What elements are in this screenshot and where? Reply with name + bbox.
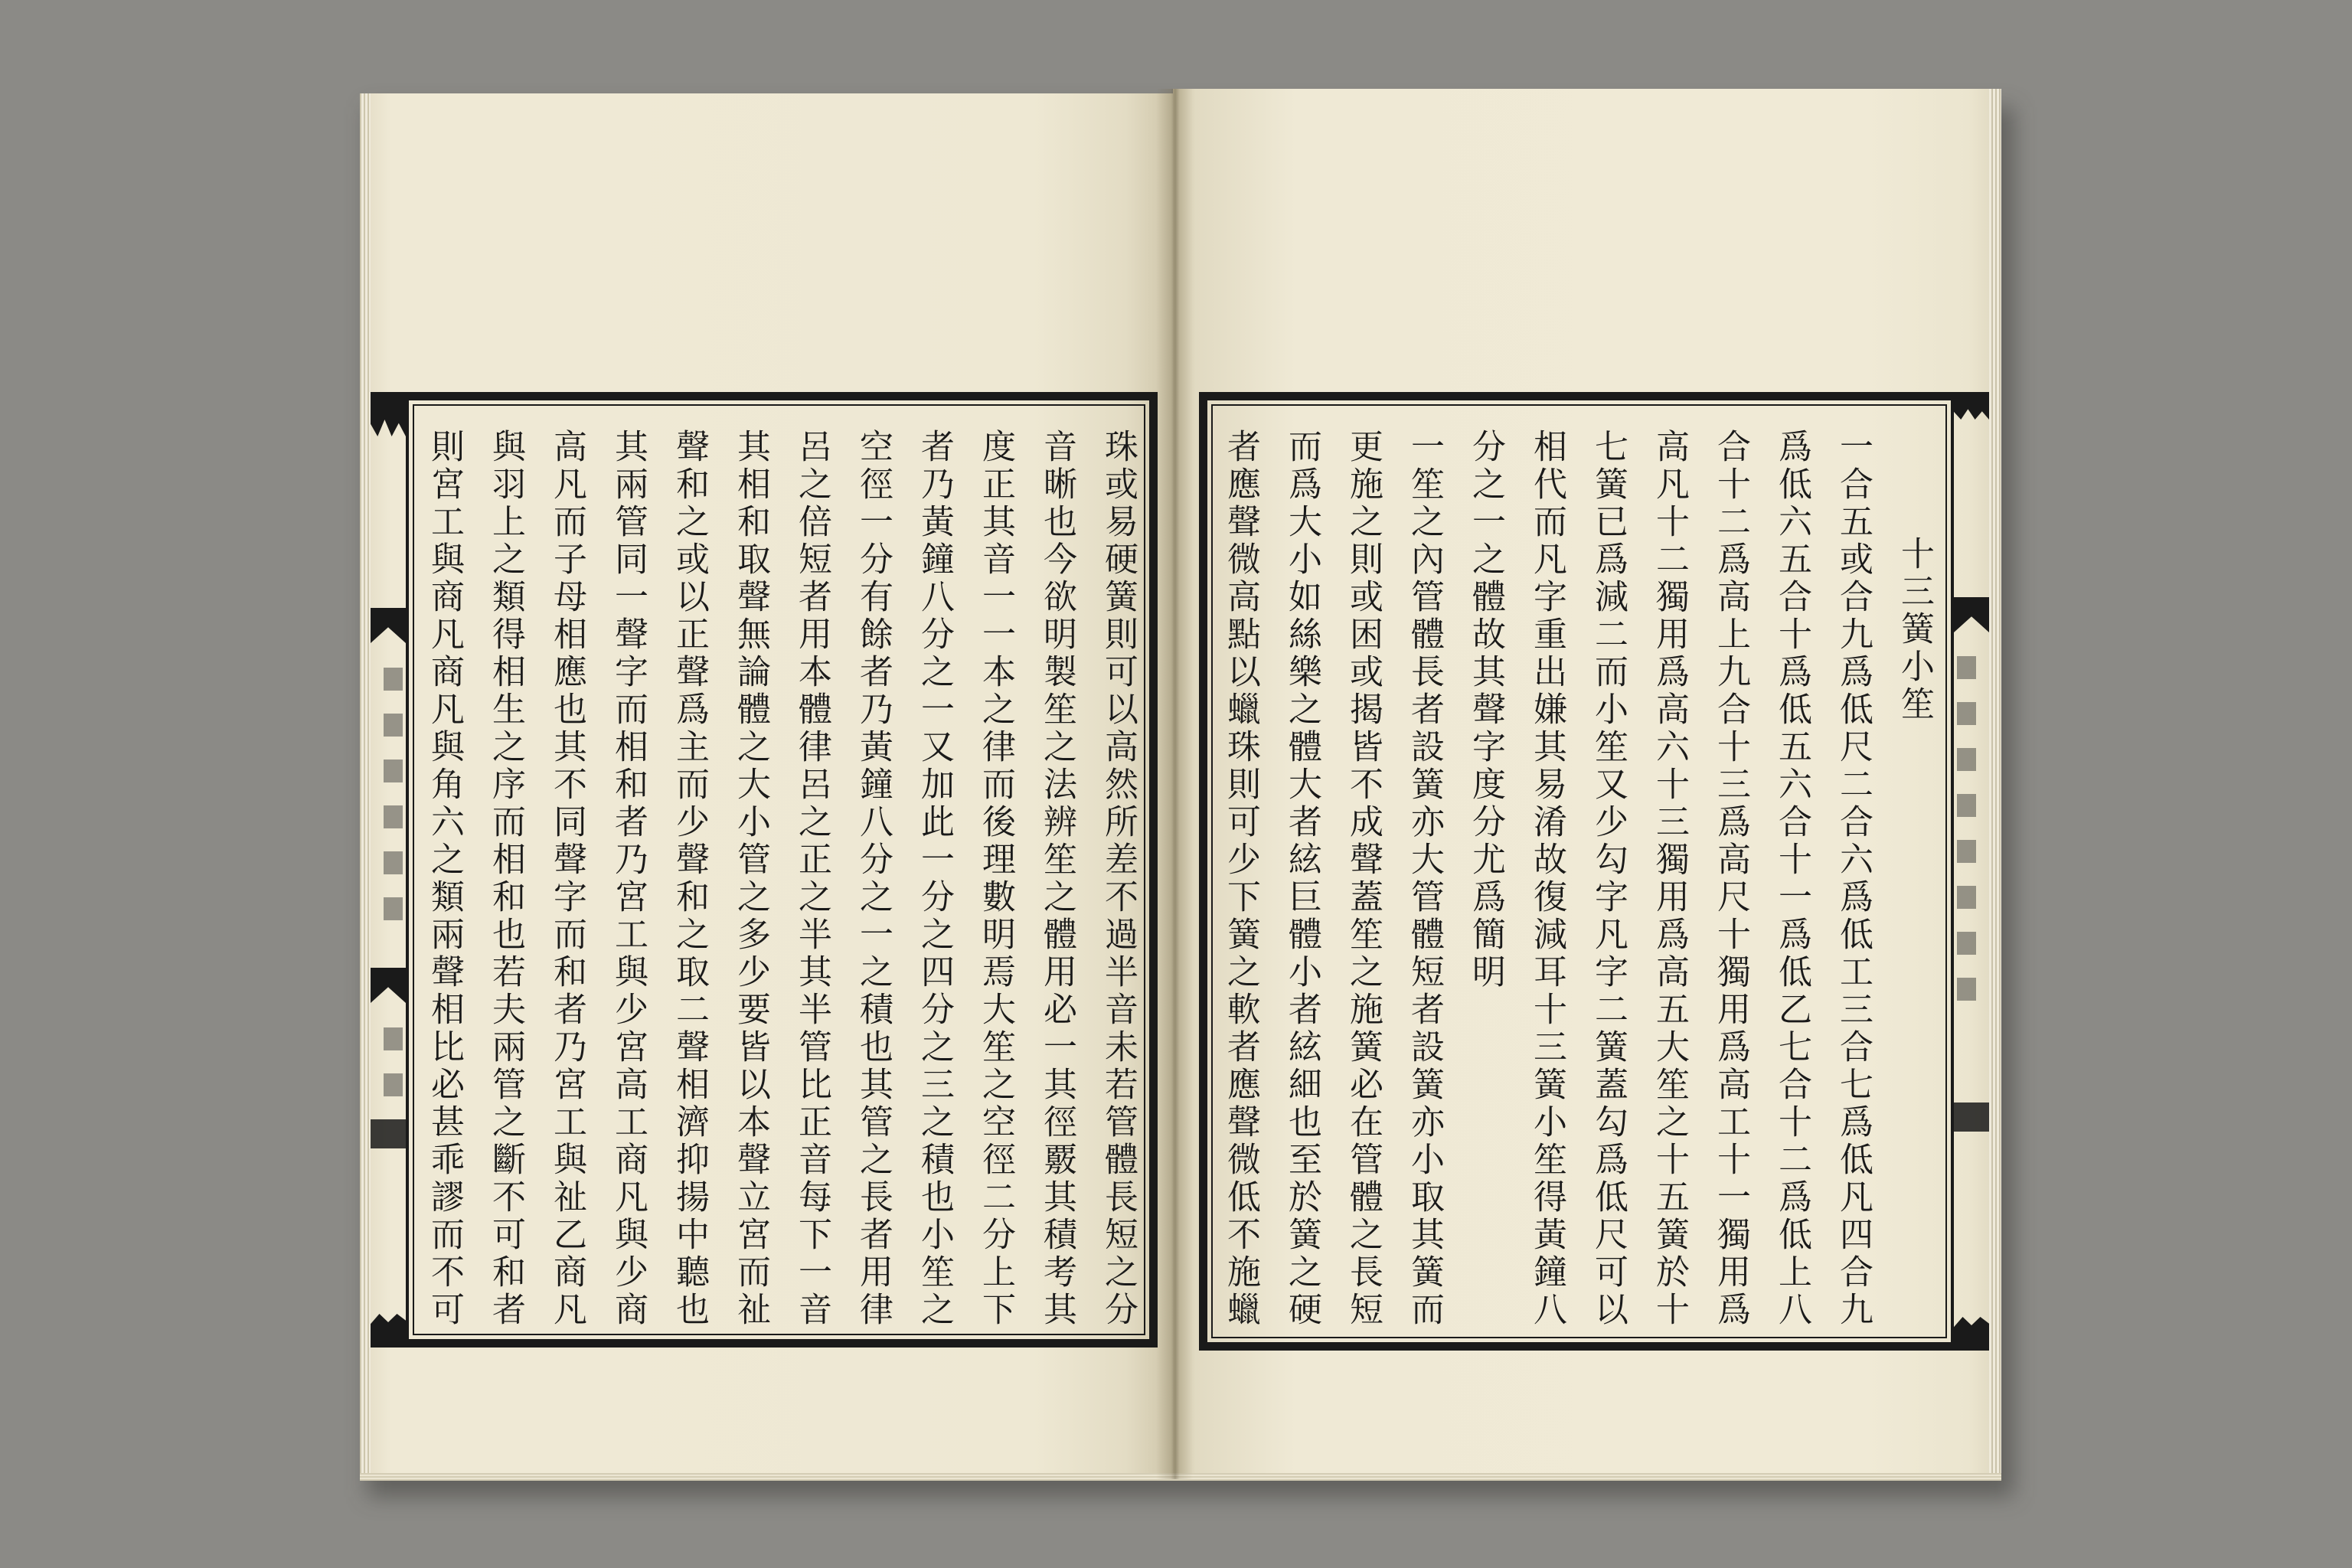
text-column: 空徑一分有餘者乃黃鐘八分之一之積也其管之長者用律: [854, 429, 893, 1329]
right-page-text-block: [1210, 429, 1945, 1340]
text-column: 分之一之體故其聲字度分尤爲簡明: [1466, 429, 1505, 991]
fold-strip-partial-character: [1957, 886, 1976, 909]
text-column: 與羽上之類得相生之序而相和也若夫兩管之斷不可和者: [486, 429, 525, 1329]
text-column: 聲和之或以正聲爲主而少聲和之取二聲相濟抑揚中聽也: [670, 429, 709, 1329]
fold-strip-partial-character: [384, 714, 403, 737]
text-column: 更施之則或困或揭皆不成聲蓋笙之施簧必在管體之長短: [1344, 429, 1383, 1329]
fold-strip-partial-character: [1957, 840, 1976, 863]
fold-strip-partial-character: [384, 805, 403, 828]
right-page-fore-edge: [1989, 89, 2001, 1479]
right-page-fold-strip: [1954, 392, 1989, 1351]
fold-strip-partial-character: [1957, 794, 1976, 817]
text-column: 合十二爲高上九合十三爲高尺十獨用爲高工十一獨用爲: [1711, 429, 1750, 1329]
text-column: 者乃黃鐘八分之一又加此一分之四分之三之積也小笙之: [915, 429, 954, 1329]
text-column: 七簧已爲減二而小笙又少勾字凡字二簧蓋勾爲低尺可以: [1589, 429, 1628, 1329]
fold-strip-black-mouth-bottom: [1954, 1317, 1989, 1351]
text-column: 爲低六五合十爲低五六合十一爲低乙七合十二爲低上八: [1772, 429, 1811, 1329]
fold-strip-partial-character: [384, 1073, 403, 1096]
left-page-fold-strip: [371, 392, 406, 1348]
fold-strip-fishtail: [371, 968, 406, 1003]
fold-strip-black-mouth: [1954, 392, 1989, 420]
book-spine-gutter: [1156, 89, 1193, 1479]
text-column: 其相和取聲無論體之大小管之多少要皆以本聲立宮而祉: [731, 429, 770, 1329]
text-column: 珠或易硬簧則可以高然所差不過半音未若管體長短之分: [1099, 429, 1138, 1329]
text-column: 其兩管同一聲字而相和者乃宮工與少宮高工商凡與少商: [609, 429, 648, 1329]
text-column: 高凡而子母相應也其不同聲字而和者乃宮工與祉乙商凡: [547, 429, 586, 1329]
fold-strip-page-number-block: [371, 1119, 406, 1148]
text-column: 音晰也今欲明製笙之法辨笙之體用必一其徑覈其積考其: [1037, 429, 1076, 1329]
fold-strip-black-mouth: [371, 392, 406, 436]
left-page-fore-edge: [360, 93, 371, 1479]
fold-strip-partial-character: [1957, 978, 1976, 1001]
text-column: 一合五或合九爲低尺二合六爲低工三合七爲低凡四合九: [1834, 429, 1873, 1329]
fold-strip-partial-character: [1957, 702, 1976, 725]
text-column: 則宮工與商凡商凡與角六之類兩聲相比必甚乖謬而不可: [425, 429, 464, 1329]
fold-strip-partial-character: [1957, 656, 1976, 679]
text-column: 度正其音一一本之律而後理數明焉大笙之空徑二分上下: [976, 429, 1015, 1329]
text-column: 高凡十二獨用爲高六十三獨用爲高五大笙之十五簧於十: [1650, 429, 1689, 1329]
fold-strip-fishtail: [371, 608, 406, 643]
fold-strip-partial-character: [1957, 748, 1976, 771]
text-column: 者應聲微高點以蠟珠則可少下簧之軟者應聲微低不施蠟: [1221, 429, 1260, 1329]
fold-strip-partial-character: [384, 897, 403, 920]
section-heading: 十三簧小笙: [1895, 536, 1934, 724]
fold-strip-partial-character: [384, 1027, 403, 1050]
fold-strip-partial-character: [384, 851, 403, 874]
fold-strip-black-mouth-bottom: [371, 1314, 406, 1348]
fold-strip-partial-character: [1957, 932, 1976, 955]
fold-strip-partial-character: [384, 760, 403, 782]
text-column: 一笙之內管體長者設簧亦大管體短者設簧亦小取其簧而: [1405, 429, 1444, 1329]
text-column: 而爲大小如絲樂之體大者絃巨體小者絃細也至於簧之硬: [1282, 429, 1321, 1329]
left-page-text-block: [413, 429, 1148, 1340]
text-column: 相代而凡字重出嫌其易淆故復減耳十三簧小笙得黃鐘八: [1527, 429, 1566, 1329]
fold-strip-partial-character: [384, 668, 403, 691]
fold-strip-fishtail: [1954, 597, 1989, 632]
text-column: 呂之倍短者用本體律呂之正之半其半管比正音每下一音: [792, 429, 831, 1329]
fold-strip-page-number-block: [1954, 1102, 1989, 1132]
